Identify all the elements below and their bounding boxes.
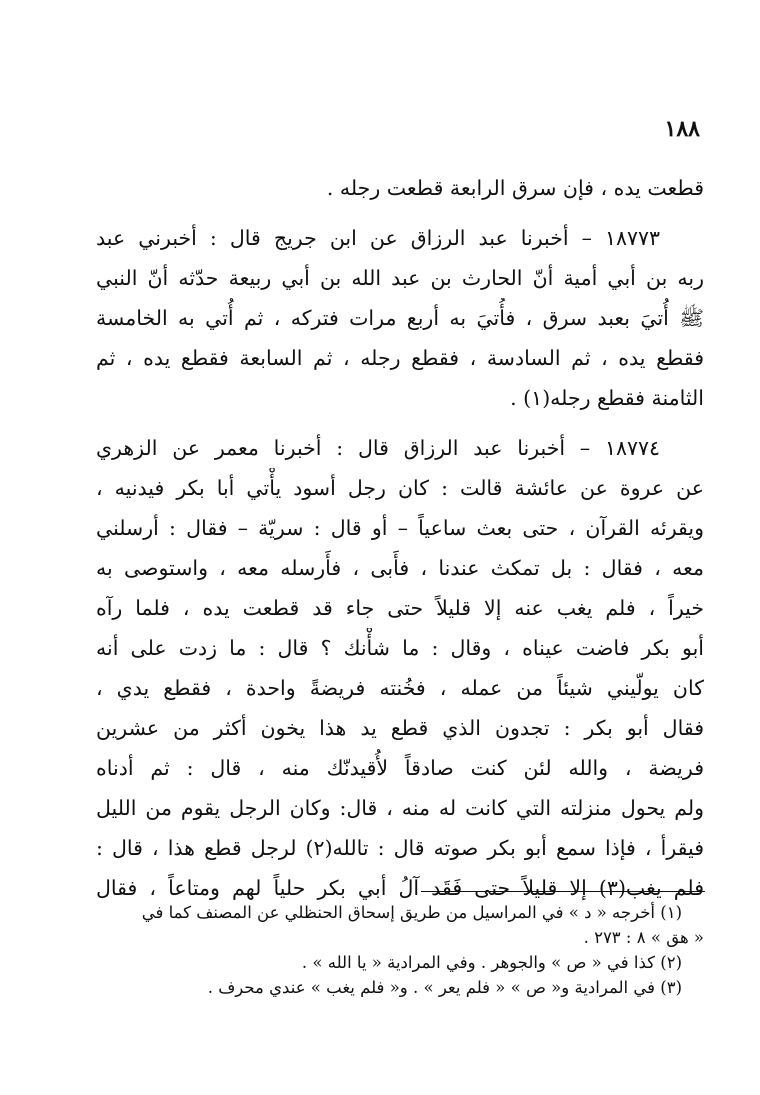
text-line: ١٨٧٧٤ – أخبرنا عبد الرزاق قال : أخبرنا معمر عن الزهري [96,436,660,460]
text-line: فريضة ، والله لئن كنت صادقاً لأُقيدنّك منه ، قال : ثم أدناه [96,756,704,780]
hadith-18773 [96,218,704,418]
text-line: قطعت يده ، فإن سرق الرابعة قطعت رجله . [326,176,704,200]
footnote-2 [96,950,704,975]
text-line: ويقرئه القرآن ، حتى بعث ساعياً – أو قال : سريّة – فقال : أرسلني [96,516,704,540]
hadith-18774 [96,428,704,908]
text-line: أبو بكر فاضت عيناه ، وقال : ما شأْنك ؟ قال : ما زدت على أنه [96,636,704,660]
footnote-line: (٣) في المرادية و« ص » « فلم يعر » . و« فلم يغب » عندي محرف . [207,978,682,997]
footnote-1 [96,900,704,950]
text-line: الثامنة فقطع رجله(١) . [510,386,704,410]
main-text [96,168,704,908]
text-line: فيقرأ ، فإذا سمع أبو بكر صوته قال : تالله(٢) لرجل قطع هذا ، قال : [96,836,704,860]
footnote-3 [96,975,704,1000]
text-line: ﷺ أُتيَ بعبد سرق ، فأُتيَ به أربع مرات فتركه ، ثم أُتي به الخامسة [96,306,704,330]
text-line: كان يولّيني شيئاً من عمله ، فخُنته فريضةً واحدة ، فقطع يدي ، [96,676,704,700]
page-number: ١٨٨ [664,116,700,142]
text-line: عن عروة عن عائشة قالت : كان رجل أسود يأْتي أبا بكر فيدنيه ، [96,476,704,500]
footnotes [96,900,704,1000]
text-line: فلم يغب(٣) إلا قليلاً حتى فَقَد آلُ أبي بكر حلياً لهم ومتاعاً ، فقال [96,876,704,900]
paragraph-continuation [96,168,704,208]
footnote-line: (١) أخرجه « د » في المراسيل من طريق إسحاق الحنظلي عن المصنف كما في [141,903,682,922]
text-line: ١٨٧٧٣ – أخبرنا عبد الرزاق عن ابن جريج قال : أخبرني عبد [96,226,660,250]
footnote-line: « هق » ٨ : ٢٧٣ . [583,928,704,947]
footnote-line: (٢) كذا في « ص » والجوهر . وفي المرادية « يا الله » . [301,953,682,972]
text-line: فقال أبو بكر : تجدون الذي قطع يد هذا يخون أكثر من عشرين [96,716,704,740]
text-line: فقطع يده ، ثم السادسة ، فقطع رجله ، ثم السابعة فقطع يده ، ثم [96,346,704,370]
text-line: معه ، فقال : بل تمكث عندنا ، فأَبى ، فأَرسله معه ، واستوصى به [96,556,704,580]
text-line: خيراً ، فلم يغب عنه إلا قليلاً حتى جاء قد قطعت يده ، فلما رآه [96,596,704,620]
text-line: ربه بن أبي أمية أنّ الحارث بن عبد الله بن أبي ربيعة حدّثه أنّ النبي [96,266,704,290]
text-line: ولم يحول منزلته التي كانت له منه ، قال: وكان الرجل يقوم من الليل [96,796,704,820]
footnote-divider [421,891,705,892]
